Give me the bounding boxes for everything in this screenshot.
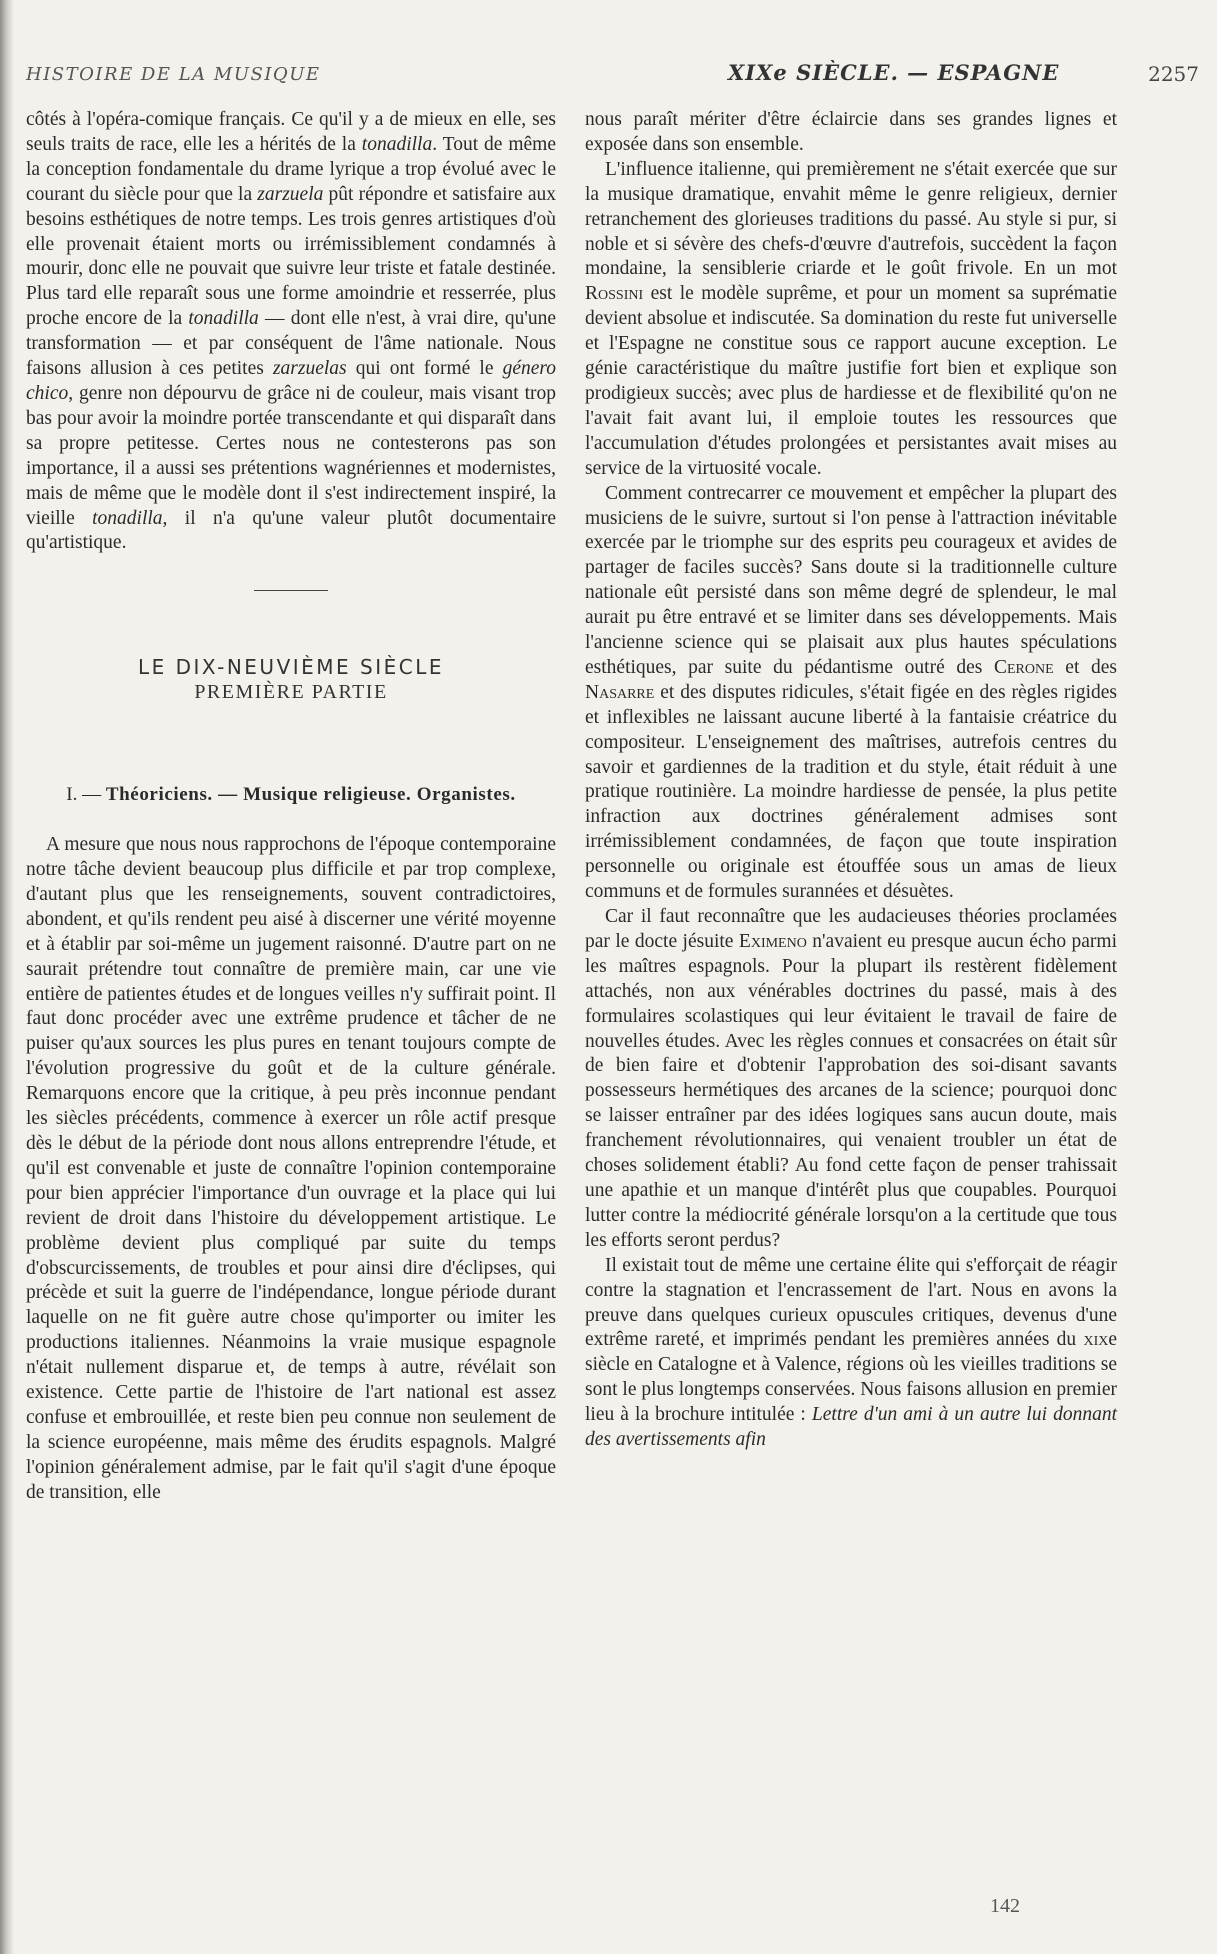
italic-term: zarzuela [257,183,324,205]
left-paragraph-1 [26,108,556,556]
right-paragraph-4 [585,905,1117,1254]
name-small-caps: Nasarre [585,681,655,703]
subsection-title: Théoriciens. — Musique religieuse. Organistes. [105,784,516,806]
name-small-caps: Eximeno [738,930,807,952]
text-run: et des [1053,656,1117,678]
left-paragraph-2 [26,833,556,1505]
subsection-number: I. — [66,784,102,806]
text-run: , genre non dépourvu de grâce ni de couleur, mais visant trop bas pour avoir la moindre portée transcendante et qui disparaît dans sa propre petitesse. Certes nous ne contesterons pas son importance, il a aussi ses prétentions wagnériennes et modernistes, mais de même que le modèle dont il s'est indirectement inspiré, la vieille [26,382,556,529]
name-small-caps: xix [1083,1329,1109,1351]
text-run: Il existait tout de même une certaine élite qui s'efforçait de réagir contre la stagnation et l'encrassement de l'art. Nous en avons la preuve dans quelques curieux opuscules critiques, devenus d'une extrême rareté, et imprimés pendant les premières années du [585,1254,1117,1351]
name-small-caps: Rossini [585,283,644,305]
text-run: A mesure que nous nous rapprochons de l'époque contemporaine notre tâche devient beaucoup plus difficile et par trop complexe, d'autant plus que les renseignements, souvent contradictoires, abondent, et qu'ils rendent peu aisé à discerner une vérité moyenne et à établir par soi-même un jugement raisonné. D'autre part on ne saurait prétendre tout connaître de première main, car une vie entière de patientes études et de longues veilles n'y suffirait point. Il faut donc procéder avec une extrême prudence et tâcher de ne puiser qu'aux sources les plus pures en tenant toujours compte de l'évolution progressive du goût et de la culture générale. Remarquons encore que la critique, à peu près inconnue pendant les siècles précédents, commence à exercer un rôle actif presque dès le début de la période dont nous allons entreprendre l'étude, et qu'il est convenable et juste de connaître l'opinion contemporaine pour bien apprécier l'importance d'un ouvrage et la place qui lui revient de droit dans l'histoire du développement artistique. Le problème devient plus compliqué par suite du temps d'obscurcissements, de troubles et pour ainsi dire d'éclipses, qui précède et suit la guerre de l'indépendance, longue période durant laquelle on ne fit guère autre chose qu'importer ou imiter les productions italiennes. Néanmoins la vraie musique espagnole n'était nullement disparue et, de temps à autre, révélait son existence. Cette partie de l'histoire de l'art national est assez confuse et embrouillée, et reste bien peu connue non seulement de la science européenne, mais même des érudits espagnols. Malgré l'opinion généralement admise, par le fait qu'il s'agit d'une époque de transition, elle [26,834,556,1503]
text-run: Car il faut reconnaître que les audacieuses théories proclamées par le docte jésuite [585,906,1117,952]
right-column [585,108,1117,1453]
italic-term: tonadilla [188,308,259,330]
folio-number: 142 [990,1895,1020,1917]
binding-shadow [0,0,14,1954]
text-run: nous paraît mériter d'être éclaircie dans ses grandes lignes et exposée dans son ensemble. [585,109,1117,155]
italic-term: tonadilla [92,507,163,529]
right-paragraph-1 [585,108,1117,158]
text-run: , il n'a qu'une valeur plutôt documentaire qu'artistique. [26,507,557,554]
italic-term: género chico [26,358,557,404]
italic-term: Lettre d'un ami à un autre lui donnant des avertissements afin [585,1404,1117,1451]
text-run: Comment contrecarrer ce mouvement et empêcher la plupart des musiciens de le suivre, surtout si l'on pense à l'attraction inévitable exercée par le triomphe sur des esprits peu courageux et avides de partager de faciles succès? Sans doute si la traditionnelle culture nationale eût persisté dans son même degré de splendeur, le mal aurait pu être entravé et se limiter dans ses développements. Mais l'ancienne science qui se plaisait aux plus hautes spéculations esthétiques, par suite du pédantisme outré des [585,482,1117,678]
name-small-caps: Cerone [994,656,1054,678]
section-subtitle: PREMIÈRE PARTIE [194,681,388,704]
right-paragraph-3 [585,482,1117,905]
running-head-right: XIXe SIÈCLE. — ESPAGNE [728,60,1060,85]
page-number: 2257 [1148,62,1199,86]
right-paragraph-2 [585,158,1117,482]
running-head [26,60,1199,90]
text-run: — dont elle n'est, à vrai dire, qu'une transformation — et par conséquent de l'âme nationale. Nous faisons allusion à ces petites [26,308,556,380]
running-head-left: HISTOIRE DE LA MUSIQUE [26,64,321,85]
text-run: côtés à l'opéra-comique français. Ce qu'il y a de mieux en elle, ses seuls traits de race, elle les a hérités de la [26,109,556,155]
right-paragraph-5 [585,1254,1117,1453]
text-run: et des disputes ridicules, s'était figée en des règles rigides et inflexibles ne laissant aucune liberté à la fantaisie créatrice du compositeur. L'enseignement des maîtrises, autrefois centres du savoir et gardiennes de la tradition et du style, était réduit à une pratique routinière. La moindre hardiesse de pensée, la plus petite infraction aux doctrines généralement admises sont irrémissiblement condamnées, de façon que toute inspiration personnelle ou originale est étouffée sous un amas de lieux communs et de formules surannées et désuètes. [585,681,1117,903]
subsection-heading [26,783,556,807]
text-run: pût répondre et satisfaire aux besoins esthétiques de notre temps. Les trois genres artistiques d'où elle provenait étaient morts ou irrémissiblement condamnés à mourir, donc elle ne pouvait que suivre leur triste et fatale destinée. Plus tard elle reparaît sous une forme amoindrie et resserrée, plus proche encore de la [26,183,556,330]
section-divider [254,590,328,591]
text-run: n'avaient eu presque aucun écho parmi les maîtres espagnols. Pour la plupart ils restèrent fidèlement attachés, non aux vénérables doctrines du passé, mais à des formulaires scolastiques qui leur évitaient le travail de faire de nouvelles études. Avec les règles connues et consacrées on était sûr de bien faire et d'obtenir l'approbation des soi-disant savants possesseurs hermétiques des arcanes de la science; pourquoi donc se laisser entraîner par des idées logiques sans aucun doute, mais franchement révolutionnaires, qui venaient troubler un état de choses solidement établi? Au fond cette façon de penser trahissait une apathie et un manque d'intérêt plus que coupables. Pourquoi lutter contre la médiocrité générale lorsqu'on a la certitude que tous les efforts seront perdus? [585,930,1118,1251]
text-run: qui ont formé le [346,358,503,380]
text-run: est le modèle suprême, et pour un moment sa suprématie devient absolue et indiscutée. Sa domination du reste fut universelle et l'Espagne ne constitue sous ce rapport aucune exception. Le génie caractéristique du maître justifie fort bien et explique son prodigieux succès; avec plus de hardiesse et de flexibilité qu'on ne l'avait fait avant lui, il emploie toutes les ressources que l'accumulation d'études prolongées et persistantes avait mises au service de la virtuosité vocale. [585,283,1117,479]
text-run: e siècle en Catalogne et à Valence, régions où les vieilles traditions se sont le plus longtemps conservées. Nous faisons allusion en premier lieu à la brochure intitulée : [585,1329,1117,1426]
text-run: L'influence italienne, qui premièrement ne s'était exercée que sur la musique dramatique, envahit même le genre religieux, dernier retranchement des glorieuses traditions du passé. Au style si pur, si noble et si sévère des chefs-d'œuvre d'autrefois, succèdent la façon mondaine, la sensiblerie criarde et le goût frivole. En un mot [585,158,1117,280]
italic-term: zarzuelas [272,358,347,380]
italic-term: tonadilla [361,133,433,155]
text-run: . Tout de même la conception fondamentale du drame lyrique a trop évolué avec le courant du siècle pour que la [26,133,556,205]
section-title: LE DIX-NEUVIÈME SIÈCLE [137,655,445,680]
left-column [26,108,556,1506]
